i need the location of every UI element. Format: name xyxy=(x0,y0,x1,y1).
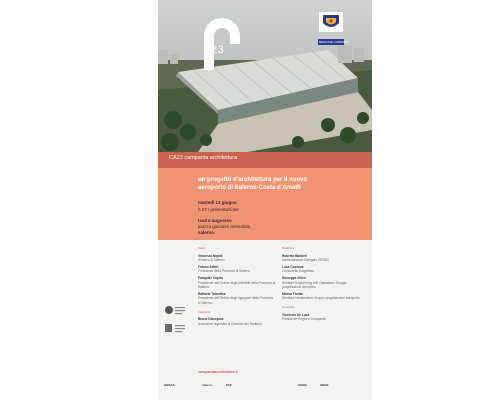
speaker-name: Roberto Barbieri xyxy=(282,253,308,258)
ordine-architetti-logo xyxy=(164,304,186,316)
left-speaker-column xyxy=(198,246,276,328)
project-title-line2: aeroporto di Salerno-Costa d’Amalfi xyxy=(198,185,301,191)
speaker-name: Luca Cosenza xyxy=(282,264,304,269)
speaker-role: Direttore Infrastrutture Gruppo progettazione Aeroporto xyxy=(282,296,360,301)
project-title-line1: un progetto d’architettura per il nuovo xyxy=(198,177,308,183)
event-city: salerno xyxy=(198,230,215,235)
speaker-role: Presidente della Provincia di Salerno xyxy=(198,269,251,274)
section-heading: Interventi xyxy=(198,309,211,314)
title-band xyxy=(158,152,372,168)
regione-campania-logo xyxy=(318,12,350,45)
event-address: piazza giovanni amendola xyxy=(198,224,251,229)
section-heading: Saluti xyxy=(198,246,206,250)
speaker-name: Pasquale Caprio xyxy=(198,275,223,280)
regione-label: REGIONE CAMPANIA xyxy=(319,40,350,44)
project-band xyxy=(158,168,372,240)
speaker-role: Direttore Engineering and Operations Gruppo progettazione Aeroporto xyxy=(282,280,347,290)
sponsor-logo: Salerno xyxy=(202,383,213,387)
regione-shield-icon xyxy=(319,12,343,32)
sponsor-logo: ANCE xyxy=(320,383,329,387)
ordine-ingegneri-logo xyxy=(164,322,186,334)
sponsor-logo: GESAC xyxy=(164,383,175,387)
section-heading: Conclude xyxy=(282,304,295,309)
event-poster xyxy=(158,0,372,400)
section-heading: Relazioni xyxy=(282,246,295,250)
speaker-role: Consulente progettista xyxy=(282,269,314,274)
event-venue: teatro augusteo xyxy=(198,218,232,223)
band-title: CA23 campania architettura xyxy=(169,155,238,161)
speaker-role: Presidente Regione Campania xyxy=(282,317,326,322)
speaker-name: Vincenzo De Luca xyxy=(282,312,310,317)
speaker-name: Bruno Discepolo xyxy=(198,317,224,322)
speaker-name: Raffaele Tarantino xyxy=(198,291,226,296)
speaker-role: Presidente dell’Ordine degli Ingegneri della Provincia di Salerno xyxy=(198,296,273,305)
speaker-name: Vincenzo Napoli xyxy=(198,253,223,258)
airport-render-image xyxy=(158,0,372,152)
website-link[interactable]: campaniaarchitettura.it xyxy=(198,370,238,374)
right-speaker-column xyxy=(282,246,362,324)
ca23-logo-number: 23 xyxy=(211,44,225,56)
speaker-name: Giuseppe Zilieri xyxy=(282,275,306,280)
sponsor-logo: FAV xyxy=(226,383,232,387)
ca23-logo xyxy=(200,14,244,70)
speaker-role: Amministratore Delegato GESAC xyxy=(282,258,330,263)
speaker-role: Assessore regionale al Governo del Territorio xyxy=(198,321,262,326)
speaker-role: Sindaco di Salerno xyxy=(198,258,225,263)
speaker-name: Franco Alfieri xyxy=(198,264,219,269)
speaker-name: Milena Fiorito xyxy=(282,291,303,296)
speaker-role: Presidente dell’Ordine degli Architetti della Provincia di Salerno xyxy=(198,280,276,290)
project-title xyxy=(198,176,338,192)
event-date: martedì 13 giugno xyxy=(198,200,237,205)
event-time: h 17 / presentazione xyxy=(198,207,239,212)
sponsor-logo: ACEN xyxy=(298,383,307,387)
sponsor-logos xyxy=(158,383,372,395)
speakers-section xyxy=(158,240,372,400)
